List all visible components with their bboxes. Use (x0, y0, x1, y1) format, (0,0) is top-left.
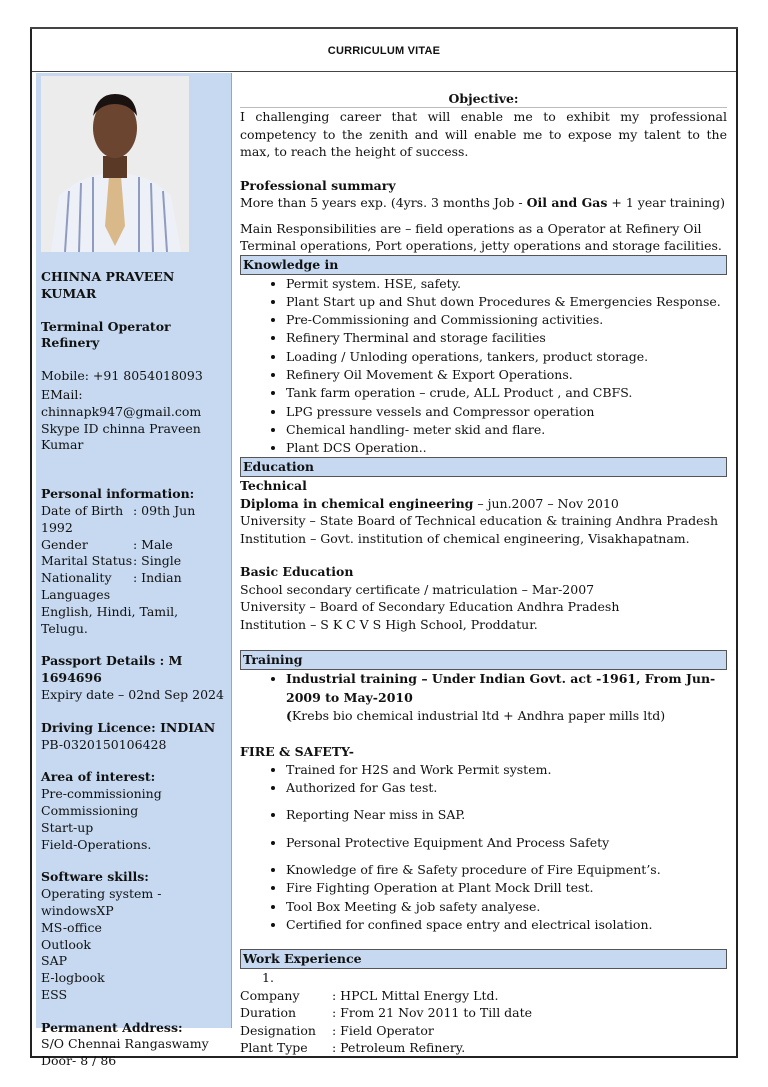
summary-pre: More than 5 years exp. (4yrs. 3 months Job - (240, 195, 527, 210)
interest-item: Commissioning (41, 802, 139, 818)
list-item: • Refinery Therminal and storage facilities (286, 329, 727, 347)
role-line-2: Refinery (41, 335, 100, 351)
training-list (240, 670, 727, 725)
duration-value: : From 21 Nov 2011 to Till date (332, 1005, 533, 1021)
skype-line-1: Skype ID chinna Praveen (41, 420, 201, 436)
work-section-bar: Work Experience (240, 949, 727, 969)
fire-title: FIRE & SAFETY- (240, 744, 354, 760)
list-item: • Plant DCS Operation.. (286, 439, 727, 457)
dob-label: Date of Birth (41, 502, 124, 518)
training-section-bar: Training (240, 650, 727, 670)
passport-number: 1694696 (41, 670, 102, 686)
software-item: SAP (41, 953, 68, 969)
list-item: • Authorized for Gas test. (286, 779, 727, 797)
technical-title: Technical (240, 478, 307, 494)
basic-institution: Institution – S K C V S High School, Proddatur. (240, 616, 538, 632)
marital-label: Marital Status (41, 553, 133, 569)
resume-page (30, 28, 738, 1069)
training-bold: Industrial training – Under Indian Govt. act -1961, From Jun-2009 to May-2010 (286, 671, 716, 705)
software-item: Outlook (41, 936, 91, 952)
plant-label: Plant Type (240, 1040, 308, 1056)
interest-item: Pre-commissioning (41, 786, 162, 802)
knowledge-list (240, 275, 727, 458)
passport-expiry: Expiry date – 02nd Sep 2024 (41, 686, 224, 702)
designation-value: : Field Operator (332, 1022, 434, 1038)
diploma-name: Diploma in chemical engineering (240, 495, 474, 511)
header (32, 29, 736, 72)
basic-title: Basic Education (240, 564, 354, 580)
main-content (240, 73, 727, 1057)
interest-item: Field-Operations. (41, 836, 152, 852)
dob-year: 1992 (41, 519, 73, 535)
email: chinnapk947@gmail.com (41, 403, 202, 419)
plant-value: : Petroleum Refinery. (332, 1040, 466, 1056)
education-section-bar: Education (240, 457, 727, 477)
list-item: • LPG pressure vessels and Compressor operation (286, 403, 727, 421)
passport-heading: Passport Details : M (41, 653, 183, 669)
basic-cert: School secondary certificate / matriculation – Mar-2007 (240, 581, 595, 597)
responsibilities: Main Responsibilities are – field operations as a Operator at Refinery Oil Terminal operations, Port operations, jetty operations and storage facilities. (240, 220, 722, 253)
fire-list (240, 806, 727, 824)
objective-text: I challenging career that will enable me to exhibit my professional competency to the zenith and will enable me to expose my talent to the max, to reach the height of success. (240, 109, 727, 159)
fire-list (240, 761, 727, 798)
list-item: • Loading / Unloding operations, tankers, product storage. (286, 348, 727, 366)
address-heading: Permanent Address: (41, 1019, 183, 1035)
sidebar (36, 73, 232, 1069)
list-item: • Refinery Oil Movement & Export Operations. (286, 366, 727, 384)
candidate-name: CHINNA PRAVEEN KUMAR (41, 269, 175, 301)
company-value: : HPCL Mittal Energy Ltd. (332, 987, 499, 1003)
summary-title: Professional summary (240, 177, 396, 193)
summary-bold: Oil and Gas (526, 195, 608, 210)
tech-university: University – State Board of Technical education & training Andhra Pradesh (240, 513, 719, 529)
skype-line-2: Kumar (41, 437, 84, 453)
designation-label: Designation (240, 1022, 316, 1038)
software-item: E-logbook (41, 970, 105, 986)
company-label: Company (240, 987, 300, 1003)
list-item: • Tool Box Meeting & job safety analyese. (286, 898, 727, 916)
objective-title: Objective: (240, 91, 727, 108)
nationality-label: Nationality (41, 570, 112, 586)
interest-heading: Area of interest: (41, 769, 156, 785)
mobile: Mobile: +91 8054018093 (41, 368, 203, 384)
sidebar-text (41, 269, 226, 1070)
tech-institution: Institution – Govt. institution of chemical engineering, Visakhapatnam. (240, 530, 690, 546)
dob-value: : 09th Jun (133, 502, 196, 518)
list-item: • Trained for H2S and Work Permit system. (286, 761, 727, 779)
list-item: • Fire Fighting Operation at Plant Mock Drill test. (286, 879, 727, 897)
address-line: S/O Chennai Rangaswamy (41, 1036, 209, 1052)
summary-post: + 1 year training) (607, 195, 726, 210)
address-line: Door- 8 / 86 (41, 1053, 117, 1069)
diploma (240, 495, 727, 513)
email-label: EMail: (41, 386, 83, 402)
personal-heading: Personal information: (41, 486, 195, 502)
gender-label: Gender (41, 536, 88, 552)
software-item: Operating system - (41, 886, 162, 902)
list-item: • Tank farm operation – crude, ALL Product , and CBFS. (286, 384, 727, 402)
training-paren: ( (286, 708, 292, 724)
languages-label: Languages (41, 586, 111, 602)
gender-value: : Male (133, 536, 173, 552)
list-item: • Permit system. HSE, safety. (286, 275, 727, 293)
list-item: • Pre-Commissioning and Commissioning activities. (286, 311, 727, 329)
fire-list (240, 834, 727, 852)
software-item: windowsXP (41, 902, 114, 918)
basic-university: University – Board of Secondary Education Andhra Pradesh (240, 599, 620, 615)
document-title: CURRICULUM VITAE (327, 45, 441, 57)
summary-text (240, 194, 727, 212)
languages-value: English, Hindi, Tamil, Telugu. (41, 603, 179, 636)
knowledge-section-bar: Knowledge in (240, 255, 727, 275)
list-item: • Personal Protective Equipment And Process Safety (286, 834, 727, 852)
list-item: • Reporting Near miss in SAP. (286, 806, 727, 824)
nationality-value: : Indian (133, 570, 182, 586)
marital-value: : Single (133, 553, 182, 569)
diploma-dates: – jun.2007 – Nov 2010 (473, 495, 619, 511)
licence-number: PB-0320150106428 (41, 736, 167, 752)
profile-photo (41, 76, 189, 252)
licence-heading: Driving Licence: INDIAN (41, 719, 216, 735)
software-item: ESS (41, 986, 68, 1002)
list-item (286, 670, 727, 725)
list-item: • Plant Start up and Shut down Procedures & Emergencies Response. (286, 293, 727, 311)
list-item: • Certified for confined space entry and electrical isolation. (286, 916, 727, 934)
work-index: 1. (262, 970, 274, 986)
fire-list (240, 861, 727, 934)
role-line-1: Terminal Operator (41, 318, 171, 334)
training-detail: Krebs bio chemical industrial ltd + Andhra paper mills ltd) (291, 708, 666, 724)
list-item: • Knowledge of fire & Safety procedure of Fire Equipment’s. (286, 861, 727, 879)
interest-item: Start-up (41, 819, 94, 835)
software-heading: Software skills: (41, 869, 149, 885)
duration-label: Duration (240, 1005, 297, 1021)
list-item: • Chemical handling- meter skid and flare. (286, 421, 727, 439)
software-item: MS-office (41, 919, 102, 935)
